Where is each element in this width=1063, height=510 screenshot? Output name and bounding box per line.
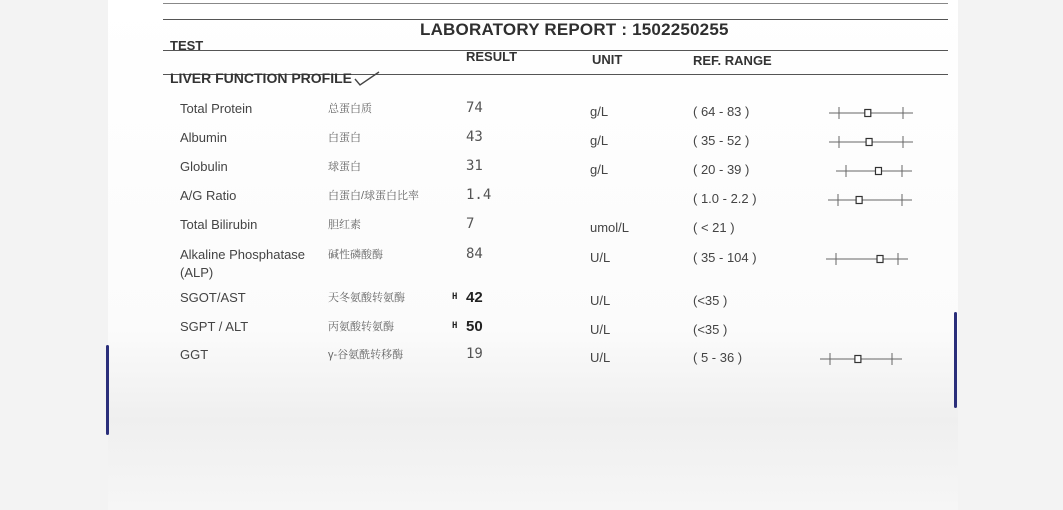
table-row	[0, 158, 1063, 182]
test-name-line: SGPT / ALT	[180, 319, 249, 334]
test-name-line: Total Bilirubin	[180, 217, 258, 232]
table-row	[0, 100, 1063, 124]
result-value: 7	[466, 216, 475, 232]
unit-value: g/L	[590, 133, 609, 148]
test-name	[180, 289, 246, 307]
test-name-line: Albumin	[180, 130, 227, 145]
unit-value: umol/L	[590, 220, 630, 235]
column-header-unit: UNIT	[592, 52, 623, 67]
unit-value: g/L	[590, 104, 609, 119]
high-flag: H	[452, 292, 458, 302]
reference-range: (<35 )	[693, 293, 728, 308]
test-name-chinese: 总蛋白质	[328, 103, 372, 115]
test-name-chinese: 丙氨酸转氨酶	[328, 321, 394, 333]
column-header-ref-range: REF. RANGE	[693, 53, 772, 68]
test-name-line: SGOT/AST	[180, 290, 246, 305]
test-name-chinese: 天冬氨酸转氨酶	[328, 292, 405, 304]
test-name-line: Total Protein	[180, 101, 253, 116]
reference-range: ( 1.0 - 2.2 )	[693, 191, 757, 206]
test-name-line: GGT	[180, 347, 209, 362]
report-title: LABORATORY REPORT : 1502250255	[420, 20, 729, 39]
range-marker-icon	[820, 352, 902, 366]
reference-range: ( 35 - 104 )	[693, 250, 757, 265]
test-name	[180, 216, 257, 234]
high-flag: H	[452, 321, 458, 331]
result-value: 50	[466, 318, 483, 335]
range-marker-icon	[828, 193, 912, 207]
test-name-chinese: 球蛋白	[328, 161, 361, 173]
result-value: 74	[466, 100, 483, 116]
table-row	[0, 289, 1063, 313]
test-name-chinese: 白蛋白/球蛋白比率	[328, 190, 420, 202]
table-row	[0, 318, 1063, 342]
test-name-chinese: 碱性磷酸酶	[328, 249, 383, 261]
test-name	[180, 129, 227, 147]
reference-range: ( 64 - 83 )	[693, 104, 750, 119]
range-marker-icon	[829, 106, 913, 120]
column-header-test: TEST	[170, 38, 204, 53]
divider-header	[163, 50, 948, 51]
table-row	[0, 129, 1063, 153]
result-value: 43	[466, 129, 483, 145]
table-row	[0, 246, 1063, 280]
test-name-line: A/G Ratio	[180, 188, 237, 203]
section-title: LIVER FUNCTION PROFILE	[170, 70, 352, 86]
reference-range: ( 5 - 36 )	[693, 350, 743, 365]
range-marker-icon	[829, 135, 913, 149]
test-name-line: Alkaline Phosphatase	[180, 247, 306, 262]
result-value: 1.4	[466, 187, 492, 203]
test-name	[180, 346, 208, 364]
test-name	[180, 187, 236, 205]
unit-value: g/L	[590, 162, 609, 177]
test-name	[180, 100, 252, 118]
result-value: 31	[466, 158, 483, 174]
unit-value: U/L	[590, 250, 611, 265]
reference-range: (<35 )	[693, 322, 728, 337]
table-row	[0, 346, 1063, 370]
test-name	[180, 158, 228, 176]
test-name-chinese: γ-谷氨酰转移酶	[328, 349, 404, 361]
test-name-chinese: 白蛋白	[328, 132, 361, 144]
unit-value: U/L	[590, 350, 611, 365]
test-name-chinese: 胆红素	[328, 219, 361, 231]
unit-value: U/L	[590, 322, 611, 337]
check-mark-icon	[354, 70, 380, 86]
table-row	[0, 187, 1063, 211]
column-header-result: RESULT	[466, 49, 518, 64]
reference-range: ( 20 - 39 )	[693, 162, 750, 177]
test-name	[180, 318, 248, 336]
unit-value: U/L	[590, 293, 611, 308]
result-value: 84	[466, 246, 483, 262]
result-value: 42	[466, 289, 483, 306]
reference-range: ( < 21 )	[693, 220, 735, 235]
test-name-line: Globulin	[180, 159, 228, 174]
reference-range: ( 35 - 52 )	[693, 133, 750, 148]
divider-top	[163, 3, 948, 4]
range-marker-icon	[836, 164, 912, 178]
test-name-line-2: (ALP)	[180, 265, 214, 280]
table-row	[0, 216, 1063, 240]
test-name	[180, 246, 305, 282]
range-marker-icon	[826, 252, 908, 266]
result-value: 19	[466, 346, 483, 362]
